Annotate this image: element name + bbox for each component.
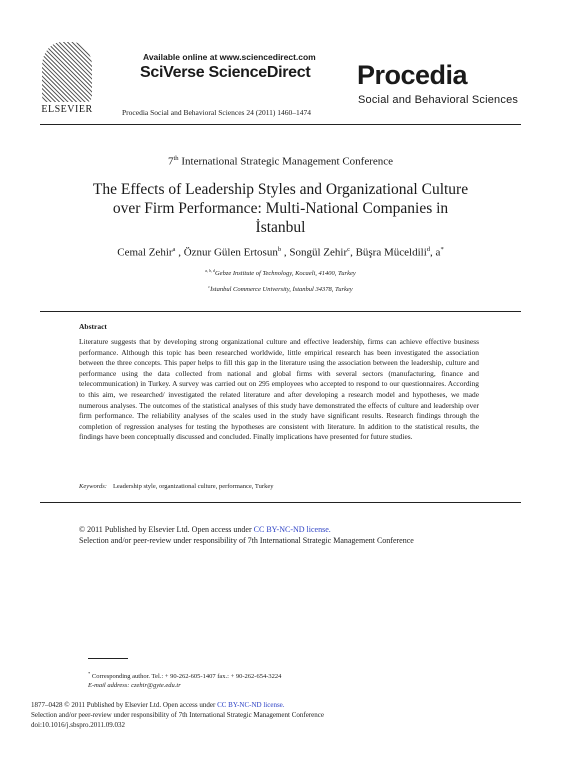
keywords [79,483,273,490]
abstract-top-divider [40,311,521,312]
footer-license-link[interactable]: CC BY-NC-ND license. [217,701,285,709]
abstract-heading: Abstract [79,322,107,331]
header-divider [40,124,521,125]
copyright-line: © 2011 Published by Elsevier Ltd. Open access under CC BY-NC-ND license. [79,525,331,534]
license-link[interactable]: CC BY-NC-ND license. [253,525,331,534]
conference-line: 7th International Strategic Management Conference [167,155,394,168]
elsevier-logo [38,42,96,114]
author: , Büşra Müceldili [350,246,427,259]
author-list: Cemal Zehir$^a$ , Öznur Gülen Ertosun$^b$ , Songül Zehir$^c$, Büşra Müceldili$^d$, a* [117,246,444,259]
author: , a [430,246,441,259]
tree-icon [42,42,92,102]
platform-name: SciVerse ScienceDirect [140,64,311,81]
affiliation: $^{a, b, d}$Gebze Institute of Technology, Kocaeli, 41400, Turkey [205,269,356,278]
peer-review-line: Selection and/or peer-review under responsibility of 7th International Strategic Management Conference [79,536,414,545]
author: , Öznur Gülen Ertosun [175,246,278,259]
doi[interactable]: doi:10.1016/j.sbspro.2011.09.032 [31,721,126,729]
journal-brand: Procedia [357,60,468,90]
abstract-bottom-divider [40,502,521,503]
author: Cemal Zehir [117,246,173,259]
author: , Songül Zehir [281,246,348,259]
issn-line: 1877–0428 © 2011 Published by Elsevier Ltd. Open access under CC BY-NC-ND license. [31,701,285,709]
journal-subtitle: Social and Behavioral Sciences [358,94,519,106]
author-email[interactable]: E-mail address: czehir@gyte.edu.tr [88,682,181,689]
paper-title: The Effects of Leadership Styles and Organizational Culture over Firm Performance: Multi-National Companies in İstanbul [92,181,469,236]
footnote-divider [88,658,128,659]
keywords-text: Leadership style, organizational culture, performance, Turkey [112,483,274,490]
footer-selection: Selection and/or peer-review under responsibility of 7th International Strategic Management Conference [31,711,324,719]
corresponding-author: * Corresponding author. Tel.: + 90-262-605-1407 fax.: + 90-262-654-3224 [88,671,282,681]
journal-reference: Procedia Social and Behavioral Sciences 24 (2011) 1460–1474 [122,108,312,117]
keywords-label: Keywords: [79,483,107,490]
abstract-body: Literature suggests that by developing strong organizational culture and effective leadership, firms can achieve effective business performance. Although this topic has been researched worldwide, little empirical research has been investigated the association between the three concepts. This paper helps to fill this gap in the literature using the association between the leadership, culture and performance using the data collected from national and global firms with several sectors (manufacturing, finance and telecommunication) in Turkey. A survey was carried out on 295 employees who accepted to respond to our questionnaires. According to this aim, we researched/ investigated the related literature and after developing a research model and hypotheses, we made numerous analyses. The outcomes of the statistical analyses of this study have demonstrated the effects of culture and leadership over firm performance. The reliability analyses of the scales used in the study have significant results. Research findings through the completion of regression analyses for testing the hypotheses are consistent with literature. In addition to the statistical results, the findings have been conceptually discussed and concluded. Finally implications have presented for future studies. [79,337,479,442]
available-online[interactable]: Available online at www.sciencedirect.com [143,52,316,62]
publisher-logo-text: ELSEVIER [41,104,93,115]
affiliation: $^c$İstanbul Commerce University, İstanbul 34378, Turkey [208,285,353,294]
